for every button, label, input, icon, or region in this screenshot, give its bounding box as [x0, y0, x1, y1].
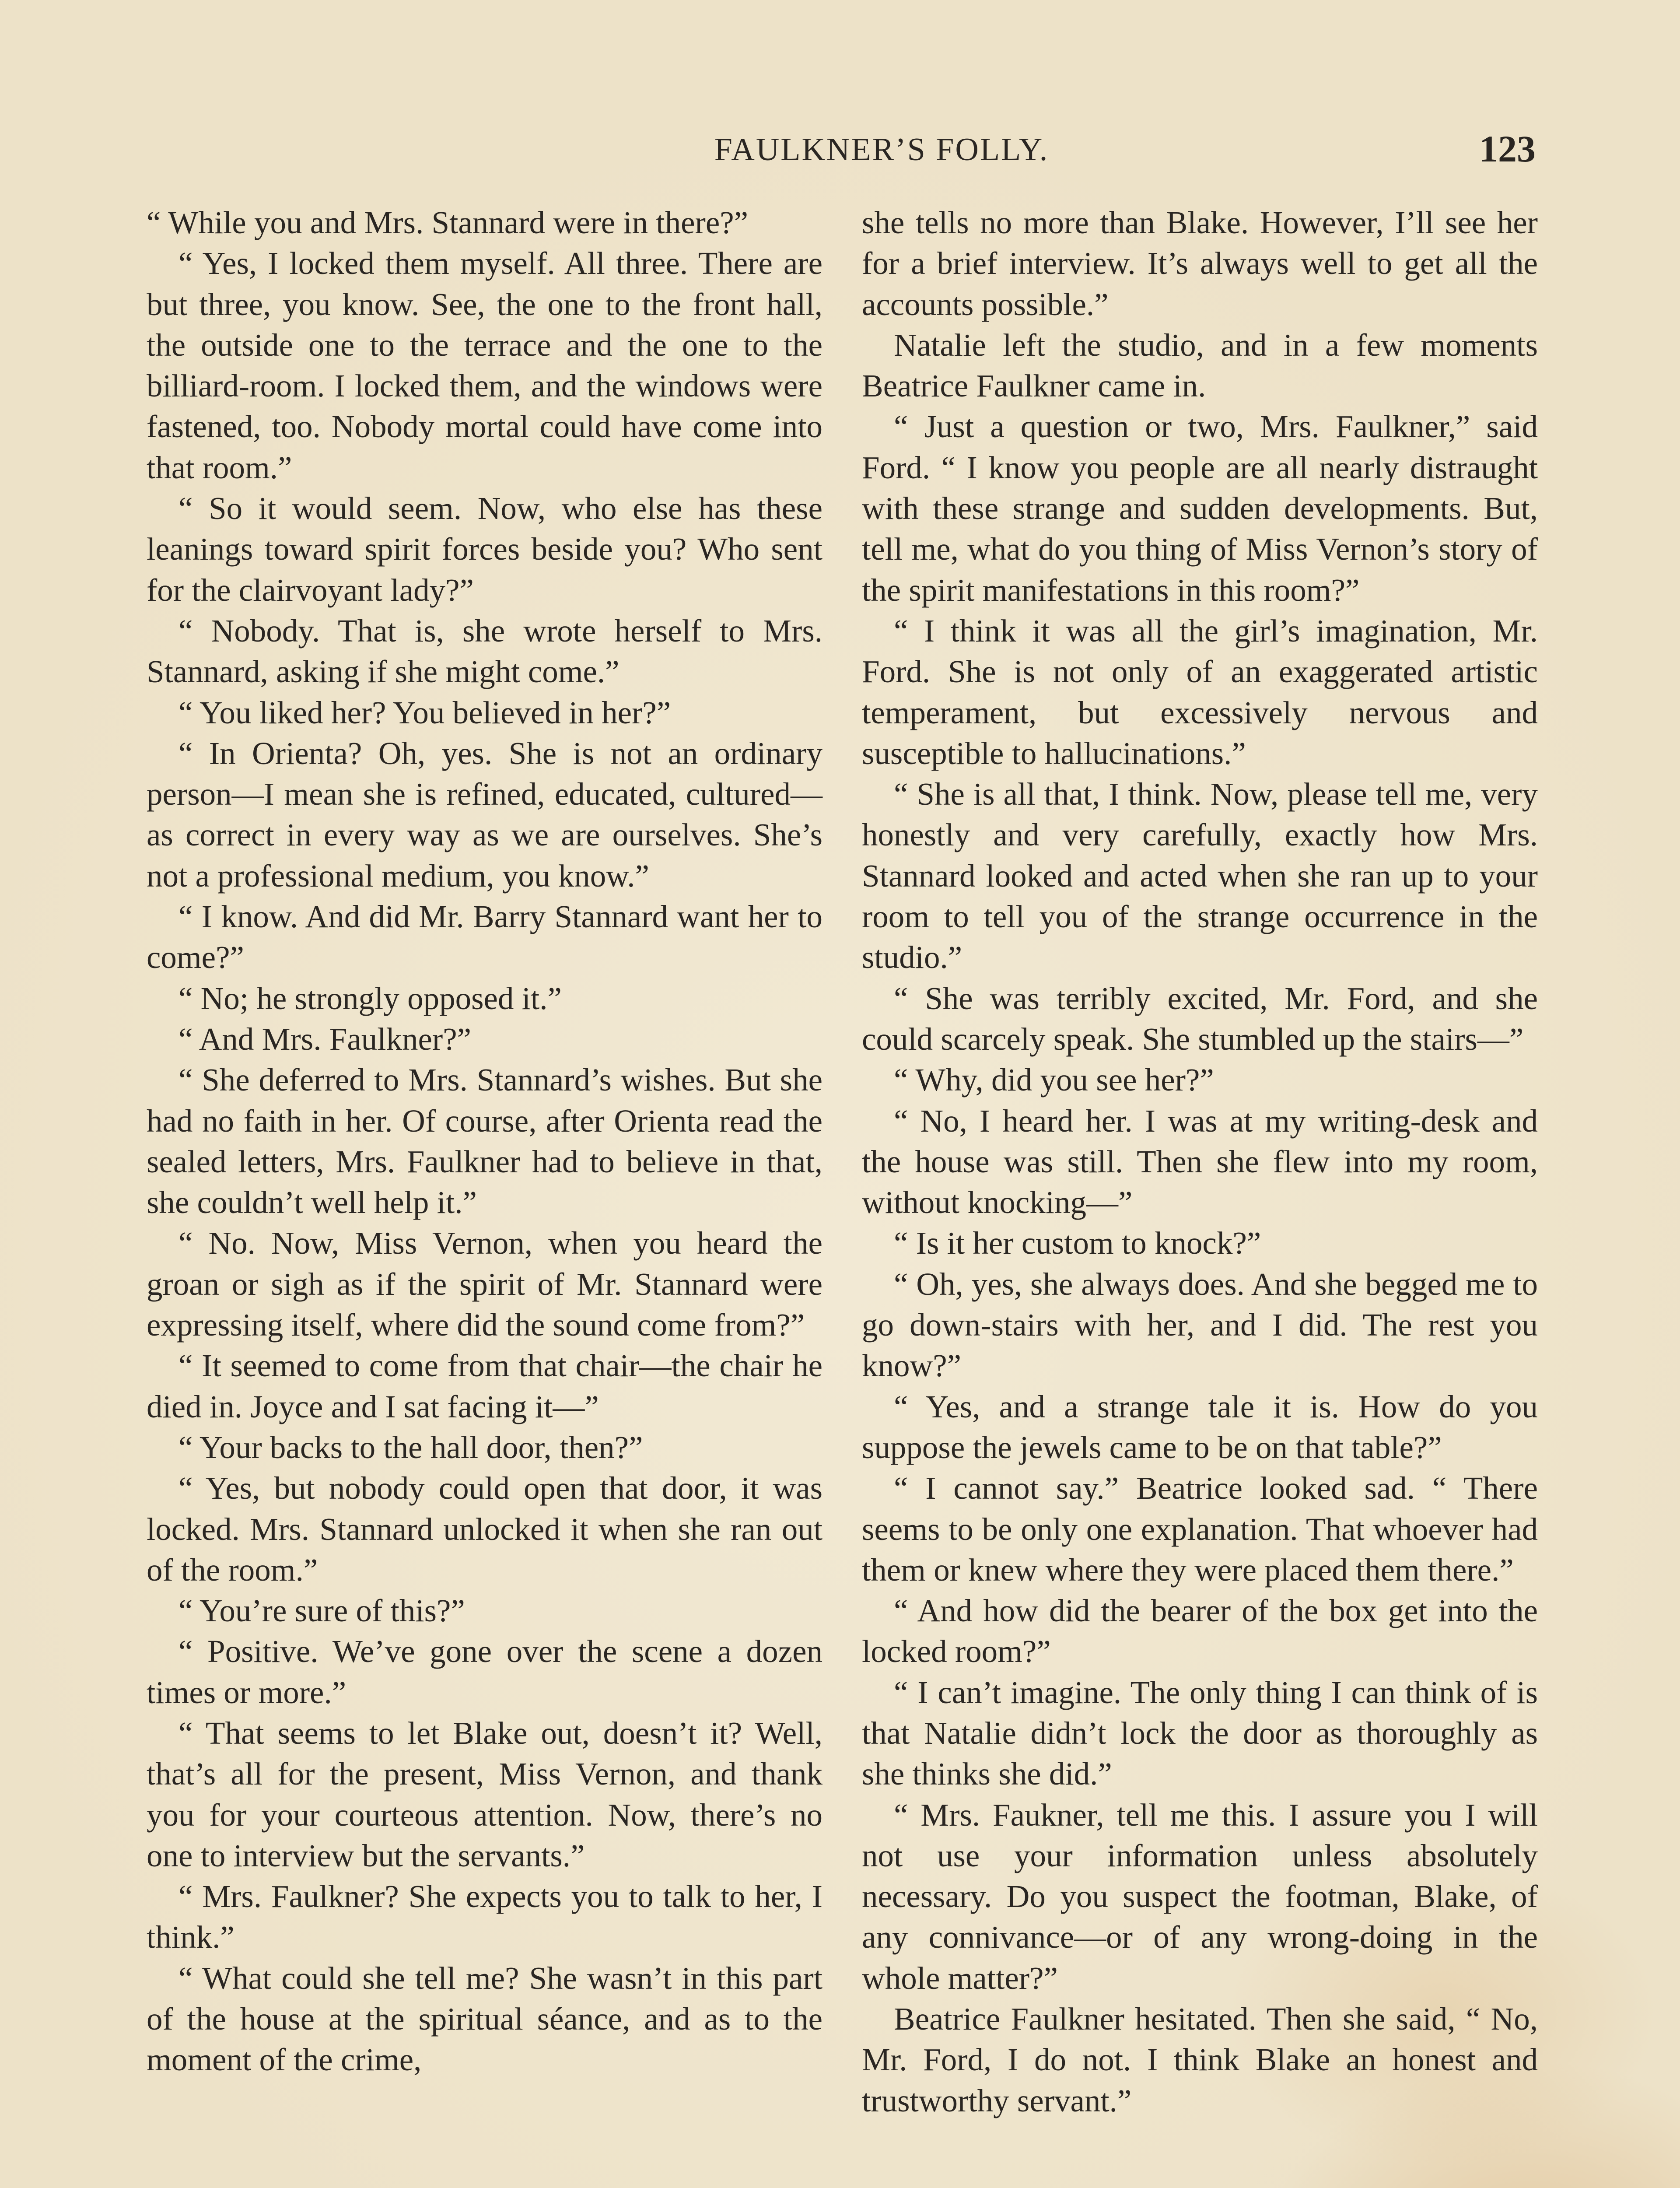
paragraph: “ You liked her? You believed in her?” — [178, 694, 671, 730]
paragraph: “ No. Now, Miss Vernon, when you heard the groan or sigh as if the spirit of Mr. Stannard were expressing itself, where did the sound come from?” — [147, 1225, 822, 1343]
paragraph: “ Mrs. Faulkner? She expects you to talk to her, I think.” — [147, 1879, 822, 1955]
text-columns — [147, 202, 1538, 2188]
paragraph: “ And Mrs. Faulkner?” — [178, 1021, 472, 1057]
paragraph: “ Positive. We’ve gone over the scene a dozen times or more.” — [147, 1634, 822, 1710]
paragraph: “ Is it her custom to knock?” — [894, 1225, 1261, 1261]
paragraph: “ No, I heard her. I was at my writing-desk and the house was still. Then she flew into my room, without knocking—” — [862, 1103, 1538, 1220]
right-column — [862, 202, 1538, 2188]
paragraph: “ She was terribly excited, Mr. Ford, and she could scarcely speak. She stumbled up the stairs—” — [862, 980, 1538, 1057]
paragraph: “ Your backs to the hall door, then?” — [178, 1429, 643, 1465]
paragraph: “ I know. And did Mr. Barry Stannard want her to come?” — [147, 899, 822, 975]
running-title: FAULKNER’S FOLLY. — [714, 132, 1049, 168]
paragraph: Beatrice Faulkner hesitated. Then she said, “ No, Mr. Ford, I do not. I think Blake an honest and trustworthy servant.” — [862, 2001, 1538, 2118]
paragraph: “ In Orienta? Oh, yes. She is not an ordinary person—I mean she is refined, educated, cultured—as correct in every way as we are ourselves. She’s not a professional medium, you know.” — [147, 735, 822, 894]
paragraph: “ Yes, and a strange tale it is. How do you suppose the jewels came to be on that table?” — [862, 1389, 1538, 1465]
paragraph: “ That seems to let Blake out, doesn’t it? Well, that’s all for the present, Miss Vernon, and thank you for your courteous attention. Now, there’s no one to interview but the servants.” — [147, 1715, 822, 1873]
paragraph: “ She deferred to Mrs. Stannard’s wishes. But she had no faith in her. Of course, after Orienta read the sealed letters, Mrs. Faulkner had to believe in that, she couldn’t well help it.” — [147, 1062, 822, 1220]
paragraph: “ I cannot say.” Beatrice looked sad. “ There seems to be only one explanation. That whoever had them or knew where they were placed them there.” — [862, 1470, 1538, 1588]
paragraph: “ I think it was all the girl’s imagination, Mr. Ford. She is not only of an exaggerated artistic temperament, but excessively nervous and susceptible to hallucinations.” — [862, 613, 1538, 771]
paragraph: “ What could she tell me? She wasn’t in this part of the house at the spiritual séance, and as to the moment of the crime, — [147, 1960, 822, 2078]
paragraph: “ No; he strongly opposed it.” — [178, 980, 562, 1016]
paragraph: “ I can’t imagine. The only thing I can think of is that Natalie didn’t lock the door as thoroughly as she thinks she did.” — [862, 1674, 1538, 1792]
paragraph: “ While you and Mrs. Stannard were in there?” — [147, 205, 749, 240]
paragraph: “ It seemed to come from that chair—the chair he died in. Joyce and I sat facing it—” — [147, 1348, 822, 1424]
paragraph: “ Yes, I locked them myself. All three. There are but three, you know. See, the one to the front hall, the outside one to the terrace and the one to the billiard-room. I locked them, and the windows were fastened, too. Nobody mortal could have come into that room.” — [147, 245, 822, 485]
paragraph: “ And how did the bearer of the box get into the locked room?” — [862, 1593, 1538, 1669]
paragraph: “ Nobody. That is, she wrote herself to Mrs. Stannard, asking if she might come.” — [147, 613, 822, 690]
paragraph: “ Why, did you see her?” — [894, 1062, 1214, 1098]
paragraph: Natalie left the studio, and in a few moments Beatrice Faulkner came in. — [862, 327, 1538, 404]
paragraph: “ Mrs. Faukner, tell me this. I assure you I will not use your information unless absolutely necessary. Do you suspect the footman, Blake, of any connivance—or of any wrong-doing in the whole matter?” — [862, 1797, 1538, 1996]
left-column — [147, 202, 822, 2188]
paragraph: “ She is all that, I think. Now, please tell me, very honestly and very carefully, exactly how Mrs. Stannard looked and acted when she ran up to your room to tell you of the strange occurrence in the studio.” — [862, 776, 1538, 975]
page-number: 123 — [1479, 128, 1536, 170]
paragraph: “ Oh, yes, she always does. And she begged me to go down-stairs with her, and I did. The rest you know?” — [862, 1266, 1538, 1384]
paragraph: “ Just a question or two, Mrs. Faulkner,” said Ford. “ I know you people are all nearly distraught with these strange and sudden developments. But, tell me, what do you thing of Miss Vernon’s story of the spirit manifestations in this room?” — [862, 409, 1538, 608]
paragraph: she tells no more than Blake. However, I’ll see her for a brief interview. It’s always well to get all the accounts possible.” — [862, 205, 1538, 322]
paragraph: “ So it would seem. Now, who else has these leanings toward spirit forces beside you? Who sent for the clairvoyant lady?” — [147, 491, 822, 608]
paragraph: “ Yes, but nobody could open that door, it was locked. Mrs. Stannard unlocked it when she ran out of the room.” — [147, 1470, 822, 1588]
paragraph: “ You’re sure of this?” — [178, 1593, 465, 1629]
page-header — [149, 127, 1536, 179]
